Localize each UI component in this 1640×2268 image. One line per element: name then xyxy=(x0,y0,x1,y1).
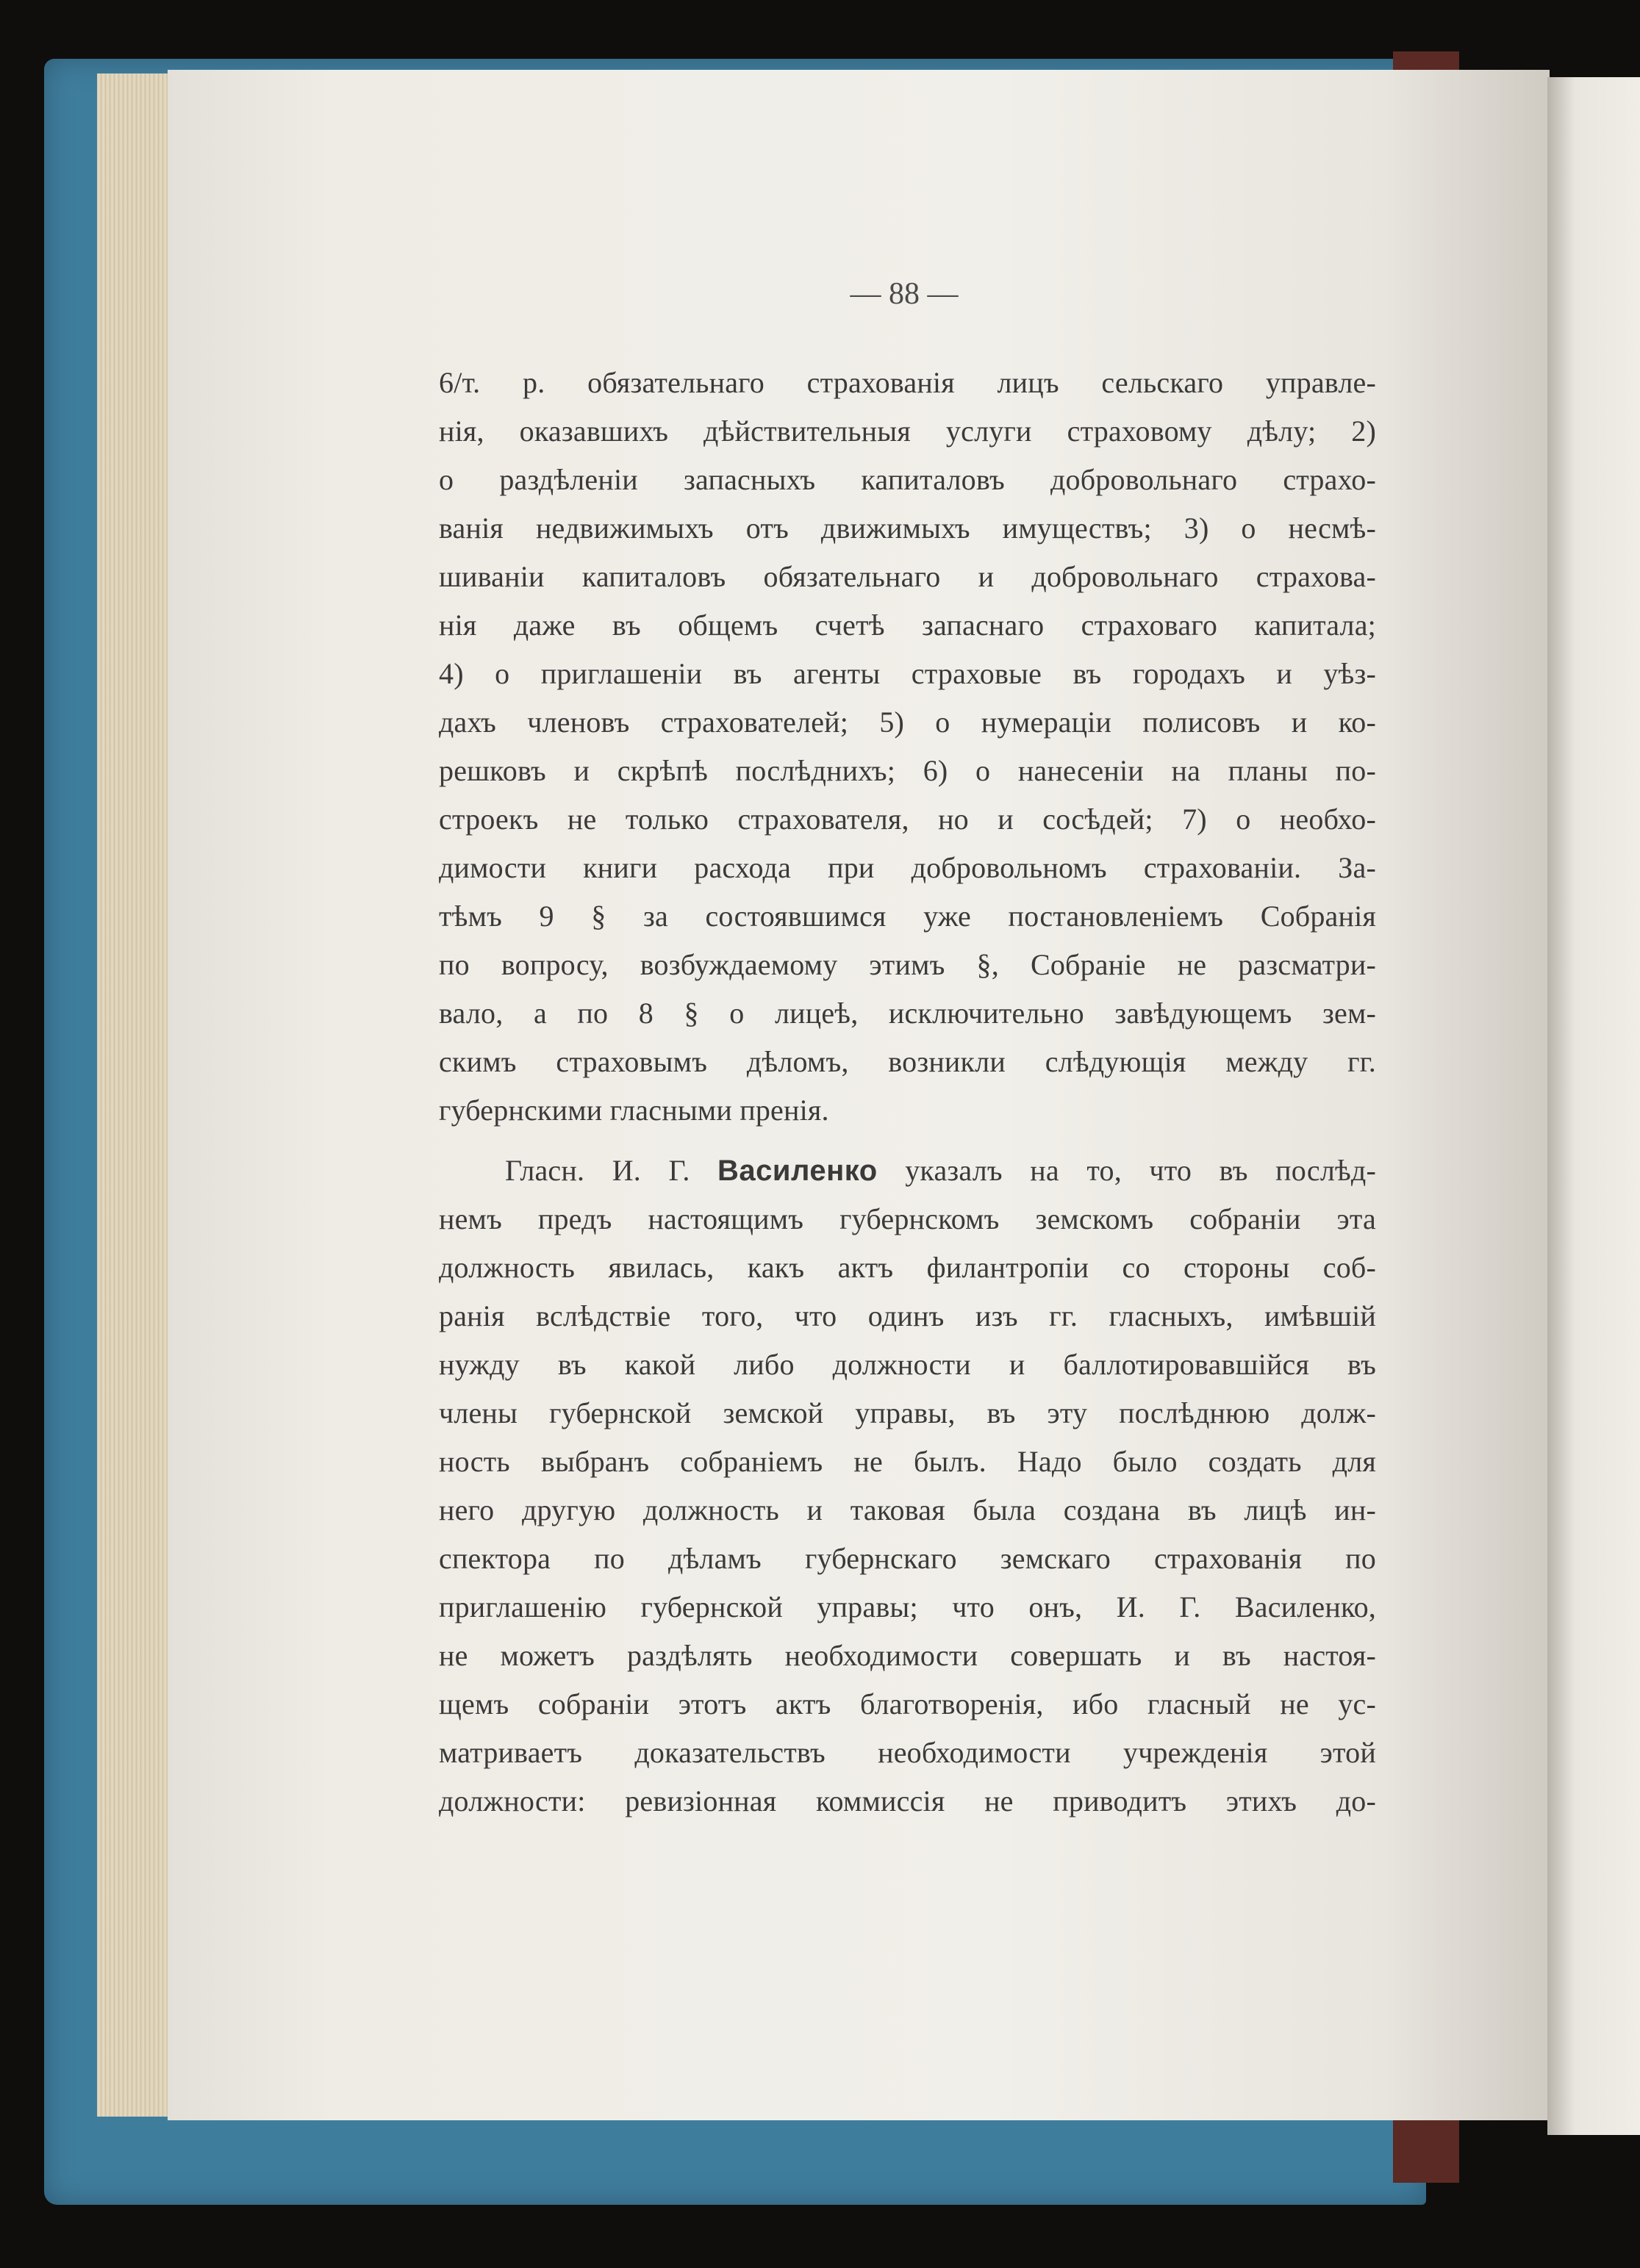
text-line: немъ предъ настоящимъ губернскомъ земскомъ собраніи эта xyxy=(439,1202,1376,1235)
text-line: члены губернской земской управы, въ эту послѣднюю долж- xyxy=(439,1396,1376,1429)
page-number: — 88 — xyxy=(850,277,959,311)
text-line: нія, оказавшихъ дѣйствительныя услуги страховому дѣлу; 2) xyxy=(439,415,1376,448)
text-line: щемъ собраніи этотъ актъ благотворенія, ибо гласный не ус- xyxy=(439,1687,1376,1720)
text-line: скимъ страховымъ дѣломъ, возникли слѣдующія между гг. xyxy=(439,1045,1376,1078)
paragraph-2 xyxy=(439,1146,1376,1826)
text-line: него другую должность и таковая была создана въ лицѣ ин- xyxy=(439,1493,1376,1526)
page-text xyxy=(439,359,1376,1895)
text-line: должность явилась, какъ актъ филантропіи со стороны соб- xyxy=(439,1251,1376,1284)
text-line: приглашенію губернской управы; что онъ, И. Г. Василенко, xyxy=(439,1590,1376,1623)
first-line-rest: указалъ на то, что въ послѣд- xyxy=(877,1154,1376,1187)
text-line: дахъ членовъ страхователей; 5) о нумераціи полисовъ и ко- xyxy=(439,706,1376,739)
paragraph-2-first-line xyxy=(439,1146,1376,1195)
text-line: по вопросу, возбуждаемому этимъ §, Собраніе не разсматри- xyxy=(439,948,1376,981)
speaker-prefix: Гласн. И. Г. xyxy=(505,1154,718,1187)
text-line: губернскими гласными пренія. xyxy=(439,1094,829,1127)
text-line: нія даже въ общемъ счетѣ запаснаго страховаго капитала; xyxy=(439,609,1376,642)
text-line: 6/т. р. обязательнаго страхованія лицъ сельскаго управле- xyxy=(439,366,1376,399)
text-line: решковъ и скрѣпѣ послѣднихъ; 6) о нанесеніи на планы по- xyxy=(439,754,1376,787)
text-line: вало, а по 8 § о лицеѣ, исключительно завѣдующемъ зем- xyxy=(439,997,1376,1030)
text-line: спектора по дѣламъ губернскаго земскаго страхованія по xyxy=(439,1542,1376,1575)
paragraph-gap xyxy=(439,1135,1376,1146)
text-line: строекъ не только страхователя, но и сосѣдей; 7) о необхо- xyxy=(439,803,1376,836)
text-line: матриваетъ доказательствъ необходимости учрежденія этой xyxy=(439,1736,1376,1769)
next-page-edge xyxy=(1547,77,1640,2135)
text-line: ранія вслѣдствіе того, что одинъ изъ гг. гласныхъ, имѣвшій xyxy=(439,1299,1376,1332)
text-line: 4) о приглашеніи въ агенты страховые въ городахъ и уѣз- xyxy=(439,657,1376,690)
text-line: ность выбранъ собраніемъ не былъ. Надо было создать для xyxy=(439,1445,1376,1478)
text-line: димости книги расхода при добровольномъ страхованіи. За- xyxy=(439,851,1376,884)
text-line: тѣмъ 9 § за состоявшимся уже постановленіемъ Собранія xyxy=(439,900,1376,933)
text-line: нужду въ какой либо должности и баллотировавшійся въ xyxy=(439,1348,1376,1381)
speaker-name: Василенко xyxy=(717,1155,878,1187)
paragraph-1 xyxy=(439,359,1376,1135)
text-line: ванія недвижимыхъ отъ движимыхъ имуществъ; 3) о несмѣ- xyxy=(439,512,1376,545)
text-line: не можетъ раздѣлять необходимости совершать и въ настоя- xyxy=(439,1639,1376,1672)
text-line: должности: ревизіонная коммиссія не приводитъ этихъ до- xyxy=(439,1784,1376,1817)
text-line: о раздѣленіи запасныхъ капиталовъ добровольнаго страхо- xyxy=(439,463,1376,496)
text-line: шиваніи капиталовъ обязательнаго и добровольнаго страхова- xyxy=(439,560,1376,593)
